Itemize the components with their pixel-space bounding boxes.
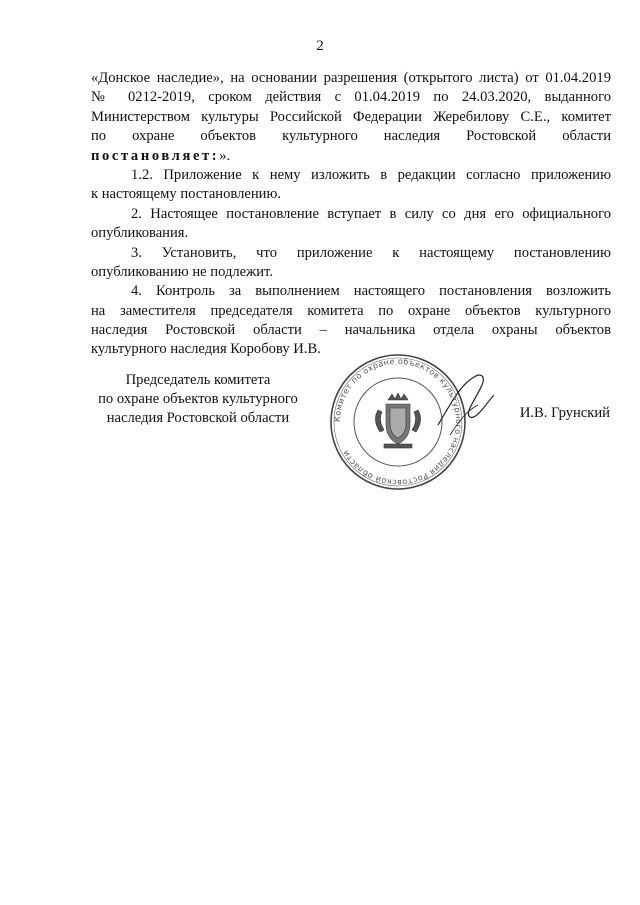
signatory-title-line: наследия Ростовской области bbox=[106, 410, 290, 426]
text-line: «Донское наследие», на основании разрешения (открытого листа) от 01.04.2019 bbox=[91, 70, 611, 86]
item-3-line: 3. Установить, что приложение к настоящему постановлению bbox=[131, 244, 611, 261]
decree-line bbox=[91, 147, 611, 166]
signatory-title bbox=[84, 371, 312, 428]
document-body bbox=[91, 69, 611, 360]
decree-ending: ». bbox=[219, 147, 231, 164]
page-number: 2 bbox=[316, 38, 324, 54]
text-line: № 0212-2019, сроком действия с 01.04.2019 по 24.03.2020, выданного bbox=[91, 89, 611, 106]
decree-word: постановляет: bbox=[91, 147, 220, 164]
text-line: по охране объектов культурного наследия Ростовской области bbox=[91, 128, 611, 145]
signatory-name: И.В. Грунский bbox=[519, 405, 610, 421]
coat-of-arms-icon bbox=[375, 393, 420, 448]
item-4-line: наследия Ростовской области – начальника отдела охраны объектов bbox=[91, 322, 611, 339]
item-1-line: к настоящему постановлению. bbox=[91, 186, 282, 203]
signatory-title-line: по охране объектов культурного bbox=[98, 391, 298, 407]
item-1-line: 1.2. Приложение к нему изложить в редакции согласно приложению bbox=[131, 166, 611, 183]
handwritten-signature bbox=[430, 365, 500, 445]
item-2-line: 2. Настоящее постановление вступает в силу со дня его официального bbox=[131, 205, 611, 222]
item-4-line: на заместителя председателя комитета по охране объектов культурного bbox=[91, 302, 611, 319]
item-2-line: опубликования. bbox=[91, 225, 189, 242]
signatory-title-line: Председатель комитета bbox=[125, 372, 271, 388]
seal-legend: Комитет по охране объектов культурного наследия Ростовской области bbox=[332, 356, 464, 488]
item-4-line: культурного наследия Коробову И.В. bbox=[91, 341, 321, 358]
text-line: Министерством культуры Российской Федерации Жеребилову С.Е., комитет bbox=[91, 108, 611, 125]
item-4-line: 4. Контроль за выполнением настоящего постановления возложить bbox=[131, 283, 611, 300]
item-3-line: опубликованию не подлежит. bbox=[91, 263, 273, 280]
